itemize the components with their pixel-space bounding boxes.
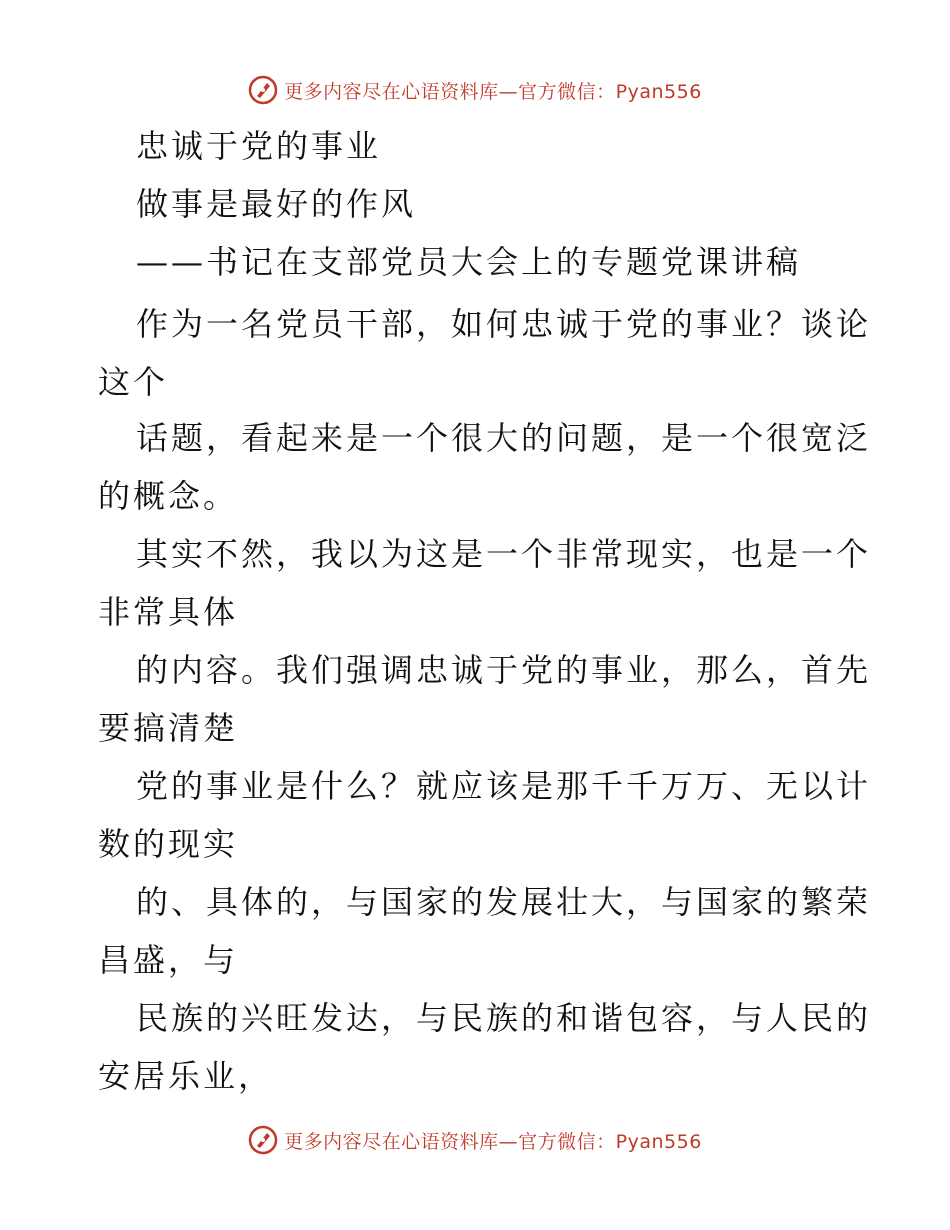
paragraph-line: 的、具体的，与国家的发展壮大，与国家的繁荣 (136, 883, 872, 921)
watermark-text: 更多内容尽在心语资料库—官方微信：Pyan556 (284, 1130, 702, 1153)
paragraph-line: 非常具体 (98, 593, 239, 631)
document-byline: ——书记在支部党员大会上的专题党课讲稿 (136, 243, 802, 281)
footer-watermark (0, 1120, 950, 1160)
document-subtitle: 做事是最好的作风 (136, 185, 417, 223)
paragraph-line: 其实不然，我以为这是一个非常现实，也是一个 (136, 535, 872, 573)
paragraph-line: 安居乐业， (98, 1057, 274, 1095)
paragraph-line: 的概念。 (98, 477, 239, 515)
paragraph-line: 作为一名党员干部，如何忠诚于党的事业？谈论 (136, 305, 872, 343)
paragraph-line: 民族的兴旺发达，与民族的和谐包容，与人民的 (136, 999, 872, 1037)
pen-nib-logo-icon (248, 75, 278, 105)
watermark-text: 更多内容尽在心语资料库—官方微信：Pyan556 (284, 80, 702, 103)
paragraph-line: 这个 (98, 363, 169, 401)
paragraph-line: 数的现实 (98, 825, 239, 863)
pen-nib-logo-icon (248, 1125, 278, 1155)
header-watermark (0, 70, 950, 110)
paragraph-line: 要搞清楚 (98, 709, 239, 747)
paragraph-line: 的内容。我们强调忠诚于党的事业，那么，首先 (136, 651, 872, 689)
paragraph-line: 话题，看起来是一个很大的问题，是一个很宽泛 (136, 419, 872, 457)
paragraph-line: 昌盛，与 (98, 941, 239, 979)
paragraph-line: 党的事业是什么？就应该是那千千万万、无以计 (136, 767, 872, 805)
document-title: 忠诚于党的事业 (136, 127, 382, 165)
